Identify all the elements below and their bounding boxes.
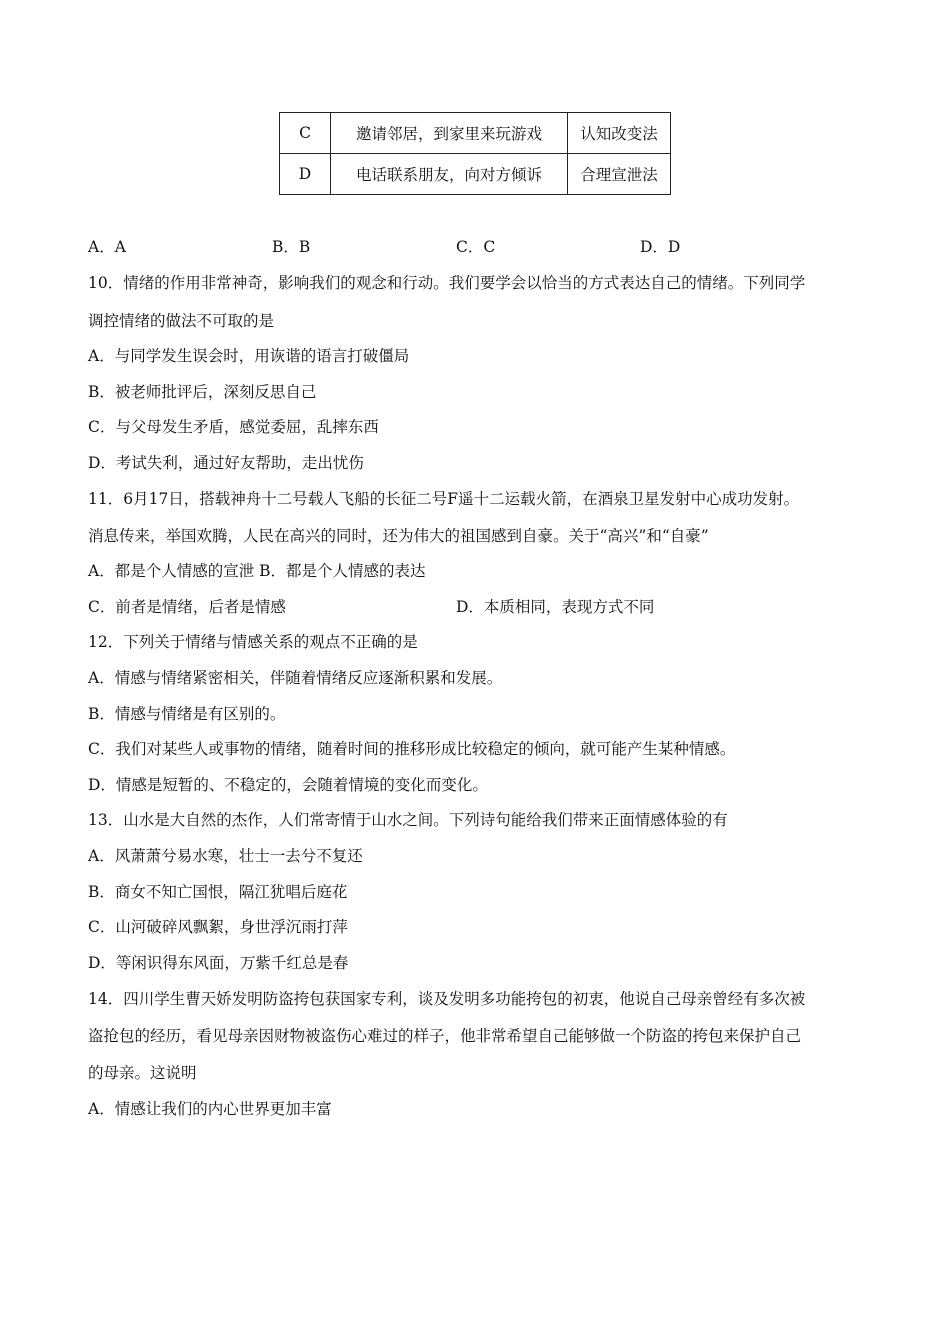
q12-stem: 12．下列关于情绪与情感关系的观点不正确的是: [88, 633, 418, 651]
q10-stem-line1: 10．情绪的作用非常神奇，影响我们的观念和行动。我们要学会以恰当的方式表达自己的情绪。下列同学: [88, 274, 806, 292]
table-cell-letter: D: [280, 154, 331, 195]
q11-stem-line1: 11．6月17日，搭载神舟十二号载人飞船的长征二号F遥十二运载火箭，在酒泉卫星发射中心成功发射。: [88, 490, 800, 508]
table-cell-action: 电话联系朋友，向对方倾诉: [331, 154, 568, 195]
q13-stem: 13．山水是大自然的杰作，人们常寄情于山水之间。下列诗句能给我们带来正面情感体验的有: [88, 811, 728, 829]
q11-option-ab: A．都是个人情感的宣泄 B．都是个人情感的表达: [88, 562, 426, 580]
table-row: [280, 154, 671, 195]
q11-option-c: C．前者是情绪，后者是情感: [88, 598, 286, 616]
q12-option-c: C．我们对某些人或事物的情绪，随着时间的推移形成比较稳定的倾向，就可能产生某种情感。: [88, 740, 736, 758]
q14-stem-line1: 14．四川学生曹天娇发明防盗挎包获国家专利，谈及发明多功能挎包的初衷，他说自己母亲曾经有多次被: [88, 990, 806, 1008]
q12-option-d: D．情感是短暂的、不稳定的，会随着情境的变化而变化。: [88, 776, 488, 794]
q11-stem-line2: 消息传来，举国欢腾，人民在高兴的同时，还为伟大的祖国感到自豪。关于“高兴”和“自豪”: [88, 527, 709, 545]
table-cell-method: 认知改变法: [568, 113, 671, 154]
q9-option-d: D．D: [640, 238, 681, 256]
q12-option-a: A．情感与情绪紧密相关，伴随着情绪反应逐渐积累和发展。: [88, 669, 503, 687]
table-row: [280, 113, 671, 154]
table-cell-action: 邀请邻居，到家里来玩游戏: [331, 113, 568, 154]
q14-stem-line2: 盗抢包的经历，看见母亲因财物被盗伤心难过的样子，他非常希望自己能够做一个防盗的挎包来保护自己: [88, 1027, 802, 1045]
q12-option-b: B．情感与情绪是有区别的。: [88, 705, 286, 723]
q9-option-a: A．A: [88, 238, 126, 256]
q11-option-d: D．本质相同，表现方式不同: [456, 598, 655, 616]
table-cell-letter: C: [280, 113, 331, 154]
q14-stem-line3: 的母亲。这说明: [88, 1064, 197, 1082]
answer-table: [279, 112, 671, 195]
q9-option-c: C．C: [456, 238, 496, 256]
q10-option-d: D．考试失利，通过好友帮助，走出忧伤: [88, 454, 364, 472]
q13-option-b: B．商女不知亡国恨，隔江犹唱后庭花: [88, 883, 348, 901]
q14-option-a: A．情感让我们的内心世界更加丰富: [88, 1100, 332, 1118]
q10-stem-line2: 调控情绪的做法不可取的是: [88, 312, 275, 330]
q13-option-c: C．山河破碎风飘絮，身世浮沉雨打萍: [88, 918, 348, 936]
q10-option-c: C．与父母发生矛盾，感觉委屈，乱摔东西: [88, 418, 379, 436]
table-cell-method: 合理宣泄法: [568, 154, 671, 195]
q10-option-a: A．与同学发生误会时，用诙谐的语言打破僵局: [88, 347, 410, 365]
q13-option-d: D．等闲识得东风面，万紫千红总是春: [88, 954, 349, 972]
q10-option-b: B．被老师批评后，深刻反思自己: [88, 383, 317, 401]
q13-option-a: A．风萧萧兮易水寒，壮士一去兮不复还: [88, 847, 363, 865]
q9-option-b: B．B: [272, 238, 311, 256]
